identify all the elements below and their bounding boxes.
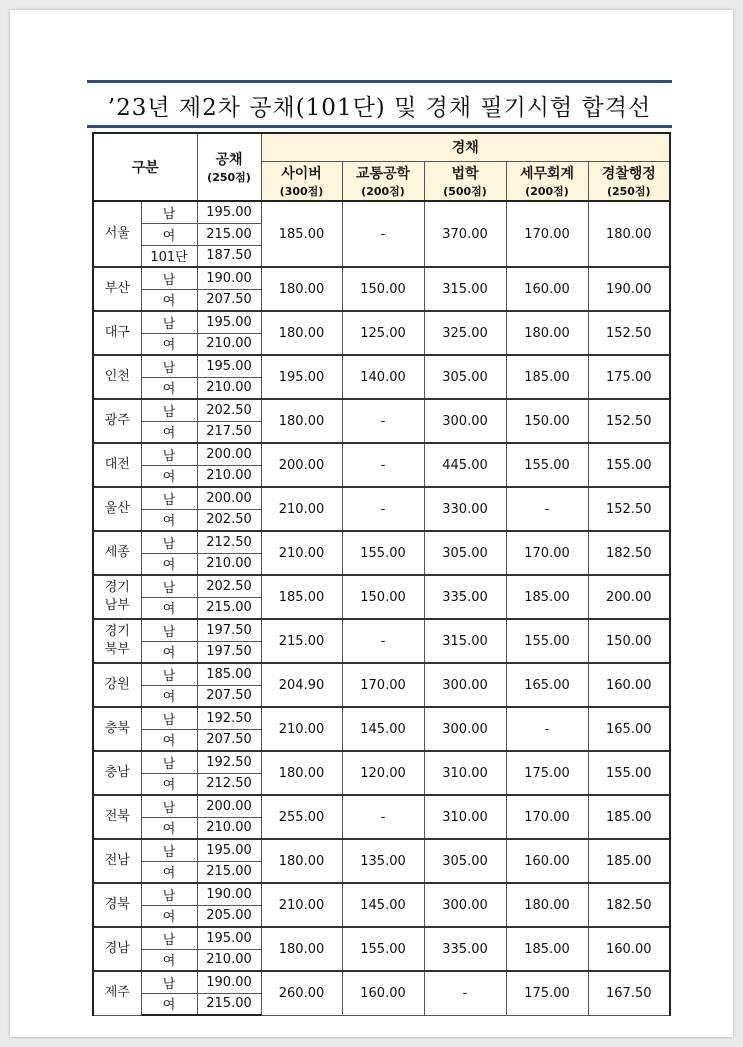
title-banner xyxy=(87,80,672,128)
gyeongchae-score-cell: 145.00 xyxy=(342,883,424,927)
table-row xyxy=(93,795,670,817)
table-row xyxy=(93,443,670,465)
region-label: 경기 xyxy=(104,580,130,595)
gongchae-score-cell: 215.00 xyxy=(197,597,261,619)
table-row xyxy=(93,751,670,773)
gender-cell: 여 xyxy=(141,465,197,487)
gyeongchae-score-cell: 180.00 xyxy=(261,839,342,883)
gyeongchae-score-cell: 215.00 xyxy=(261,619,342,663)
region-cell xyxy=(93,663,141,707)
gongchae-score-cell: 197.50 xyxy=(197,619,261,641)
gyeongchae-score-cell: 315.00 xyxy=(424,619,506,663)
gyeongchae-score-cell: 180.00 xyxy=(506,311,588,355)
gyeongchae-score-cell: 150.00 xyxy=(588,619,670,663)
gyeongchae-score-cell: 180.00 xyxy=(261,399,342,443)
gender-cell: 여 xyxy=(141,421,197,443)
header-column-2 xyxy=(424,161,506,201)
region-label: 충북 xyxy=(104,721,130,736)
region-cell xyxy=(93,619,141,663)
table-row xyxy=(93,311,670,333)
region-label: 대구 xyxy=(104,325,130,340)
gyeongchae-score-cell: 152.50 xyxy=(588,487,670,531)
gyeongchae-score-cell: 210.00 xyxy=(261,487,342,531)
gyeongchae-score-cell: 315.00 xyxy=(424,267,506,311)
gyeongchae-score-cell: 155.00 xyxy=(588,751,670,795)
gyeongchae-score-cell: 170.00 xyxy=(506,201,588,267)
header-gongchae-name: 공채 xyxy=(215,152,243,168)
gyeongchae-score-cell: 300.00 xyxy=(424,663,506,707)
gongchae-score-cell: 202.50 xyxy=(197,509,261,531)
gender-cell: 남 xyxy=(141,839,197,861)
table-row xyxy=(93,201,670,223)
gongchae-score-cell: 217.50 xyxy=(197,421,261,443)
gongchae-score-cell: 202.50 xyxy=(197,399,261,421)
gyeongchae-score-cell: 305.00 xyxy=(424,839,506,883)
gender-cell: 여 xyxy=(141,223,197,245)
gyeongchae-score-cell: - xyxy=(342,443,424,487)
gender-cell: 남 xyxy=(141,311,197,333)
gyeongchae-score-cell: 150.00 xyxy=(506,399,588,443)
gender-cell: 남 xyxy=(141,487,197,509)
gyeongchae-score-cell: 155.00 xyxy=(506,619,588,663)
gongchae-score-cell: 200.00 xyxy=(197,795,261,817)
gongchae-score-cell: 187.50 xyxy=(197,245,261,267)
header-column-4 xyxy=(588,161,670,201)
gyeongchae-score-cell: 185.00 xyxy=(506,355,588,399)
header-column-points: (200점) xyxy=(361,184,405,198)
gongchae-score-cell: 195.00 xyxy=(197,201,261,223)
gongchae-score-cell: 195.00 xyxy=(197,839,261,861)
gongchae-score-cell: 210.00 xyxy=(197,949,261,971)
region-cell xyxy=(93,443,141,487)
gyeongchae-score-cell: 165.00 xyxy=(588,707,670,751)
header-gongchae-points: (250점) xyxy=(207,171,251,184)
gongchae-score-cell: 190.00 xyxy=(197,883,261,905)
gyeongchae-score-cell: 155.00 xyxy=(588,443,670,487)
gyeongchae-score-cell: 175.00 xyxy=(588,355,670,399)
region-label: 경기 xyxy=(104,624,130,639)
gyeongchae-score-cell: 330.00 xyxy=(424,487,506,531)
region-cell xyxy=(93,575,141,619)
gyeongchae-score-cell: 155.00 xyxy=(342,531,424,575)
gyeongchae-score-cell: - xyxy=(342,795,424,839)
header-column-3 xyxy=(506,161,588,201)
gyeongchae-score-cell: 165.00 xyxy=(506,663,588,707)
gyeongchae-score-cell: 185.00 xyxy=(506,927,588,971)
gyeongchae-score-cell: 445.00 xyxy=(424,443,506,487)
gongchae-score-cell: 190.00 xyxy=(197,971,261,993)
gyeongchae-score-cell: 325.00 xyxy=(424,311,506,355)
gyeongchae-score-cell: - xyxy=(342,619,424,663)
header-gongchae xyxy=(197,133,261,201)
page-title: ’23년 제2차 공채(101단) 및 경채 필기시험 합격선 xyxy=(107,95,652,121)
gyeongchae-score-cell: 180.00 xyxy=(506,883,588,927)
region-label: 제주 xyxy=(104,985,130,1001)
region-label: 대전 xyxy=(104,457,130,472)
gyeongchae-score-cell: 150.00 xyxy=(342,267,424,311)
gongchae-score-cell: 195.00 xyxy=(197,355,261,377)
gyeongchae-score-cell: 204.90 xyxy=(261,663,342,707)
region-cell xyxy=(93,751,141,795)
gender-cell: 여 xyxy=(141,773,197,795)
gongchae-score-cell: 207.50 xyxy=(197,729,261,751)
gender-cell: 남 xyxy=(141,751,197,773)
gender-cell: 남 xyxy=(141,399,197,421)
gyeongchae-score-cell: 370.00 xyxy=(424,201,506,267)
header-column-name: 법학 xyxy=(451,165,479,182)
gender-cell: 남 xyxy=(141,663,197,685)
gongchae-score-cell: 195.00 xyxy=(197,927,261,949)
gongchae-score-cell: 215.00 xyxy=(197,223,261,245)
gongchae-score-cell: 192.50 xyxy=(197,751,261,773)
region-label: 전남 xyxy=(104,853,130,868)
gyeongchae-score-cell: 210.00 xyxy=(261,883,342,927)
gyeongchae-score-cell: 125.00 xyxy=(342,311,424,355)
gongchae-score-cell: 207.50 xyxy=(197,685,261,707)
gender-cell: 여 xyxy=(141,553,197,575)
gender-cell: 여 xyxy=(141,905,197,927)
header-column-name: 교통공학 xyxy=(355,165,411,182)
gyeongchae-score-cell: 135.00 xyxy=(342,839,424,883)
gyeongchae-score-cell: 255.00 xyxy=(261,795,342,839)
table-row xyxy=(93,399,670,421)
gyeongchae-score-cell: 195.00 xyxy=(261,355,342,399)
gyeongchae-score-cell: 160.00 xyxy=(588,927,670,971)
gender-cell: 남 xyxy=(141,707,197,729)
table-row xyxy=(93,487,670,509)
gyeongchae-score-cell: 175.00 xyxy=(506,751,588,795)
header-column-name: 사이버 xyxy=(281,165,322,182)
gyeongchae-score-cell: 210.00 xyxy=(261,531,342,575)
region-cell xyxy=(93,267,141,311)
header-category: 구분 xyxy=(93,133,197,201)
gyeongchae-score-cell: 300.00 xyxy=(424,399,506,443)
gender-cell: 여 xyxy=(141,509,197,531)
header-column-points: (200점) xyxy=(525,184,569,198)
region-cell xyxy=(93,399,141,443)
header-column-points: (500점) xyxy=(443,184,487,198)
gongchae-score-cell: 200.00 xyxy=(197,443,261,465)
gender-cell: 101단 xyxy=(141,245,197,267)
header-column-name: 세무회계 xyxy=(519,165,575,182)
region-cell xyxy=(93,531,141,575)
gongchae-score-cell: 185.00 xyxy=(197,663,261,685)
gender-cell: 남 xyxy=(141,883,197,905)
gender-cell: 남 xyxy=(141,531,197,553)
table-row xyxy=(93,883,670,905)
gongchae-score-cell: 210.00 xyxy=(197,333,261,355)
gyeongchae-score-cell: 170.00 xyxy=(342,663,424,707)
document-page xyxy=(10,10,733,1037)
table-row xyxy=(93,971,670,993)
gongchae-score-cell: 210.00 xyxy=(197,553,261,575)
region-label: 경남 xyxy=(104,941,130,956)
gongchae-score-cell: 202.50 xyxy=(197,575,261,597)
gyeongchae-score-cell: 170.00 xyxy=(506,531,588,575)
gyeongchae-score-cell: 335.00 xyxy=(424,927,506,971)
gongchae-score-cell: 205.00 xyxy=(197,905,261,927)
gender-cell: 남 xyxy=(141,443,197,465)
table-row xyxy=(93,355,670,377)
region-label: 서울 xyxy=(104,226,130,241)
region-label: 충남 xyxy=(104,765,130,780)
gongchae-score-cell: 212.50 xyxy=(197,531,261,553)
gongchae-score-cell: 215.00 xyxy=(197,861,261,883)
gyeongchae-score-cell: 180.00 xyxy=(261,751,342,795)
gyeongchae-score-cell: 152.50 xyxy=(588,311,670,355)
region-cell xyxy=(93,927,141,971)
region-cell xyxy=(93,355,141,399)
region-label: 강원 xyxy=(104,677,130,692)
gender-cell: 여 xyxy=(141,817,197,839)
table-row xyxy=(93,839,670,861)
gongchae-score-cell: 210.00 xyxy=(197,817,261,839)
gyeongchae-score-cell: 175.00 xyxy=(506,971,588,1015)
header-column-points: (300점) xyxy=(279,184,324,198)
table-row xyxy=(93,663,670,685)
gongchae-score-cell: 192.50 xyxy=(197,707,261,729)
gyeongchae-score-cell: - xyxy=(424,971,506,1015)
gongchae-score-cell: 207.50 xyxy=(197,289,261,311)
region-label: 부산 xyxy=(104,281,130,296)
gyeongchae-score-cell: 185.00 xyxy=(506,575,588,619)
gyeongchae-score-cell: 140.00 xyxy=(342,355,424,399)
gender-cell: 남 xyxy=(141,619,197,641)
cutoff-table xyxy=(92,132,671,1016)
gender-cell: 여 xyxy=(141,597,197,619)
gyeongchae-score-cell: 145.00 xyxy=(342,707,424,751)
region-cell xyxy=(93,883,141,927)
gyeongchae-score-cell: 160.00 xyxy=(342,971,424,1015)
region-label: 전북 xyxy=(104,809,130,824)
gyeongchae-score-cell: 182.50 xyxy=(588,531,670,575)
region-cell xyxy=(93,795,141,839)
gyeongchae-score-cell: 190.00 xyxy=(588,267,670,311)
gender-cell: 여 xyxy=(141,993,197,1015)
gyeongchae-score-cell: 200.00 xyxy=(261,443,342,487)
gyeongchae-score-cell: 305.00 xyxy=(424,531,506,575)
gyeongchae-score-cell: 185.00 xyxy=(261,201,342,267)
header-column-0 xyxy=(261,161,342,201)
gyeongchae-score-cell: - xyxy=(342,399,424,443)
gender-cell: 남 xyxy=(141,971,197,993)
region-cell xyxy=(93,311,141,355)
gongchae-score-cell: 215.00 xyxy=(197,993,261,1015)
region-label: 경북 xyxy=(104,897,130,912)
gyeongchae-score-cell: - xyxy=(506,707,588,751)
gyeongchae-score-cell: 182.50 xyxy=(588,883,670,927)
gyeongchae-score-cell: - xyxy=(506,487,588,531)
gender-cell: 남 xyxy=(141,575,197,597)
gongchae-score-cell: 210.00 xyxy=(197,377,261,399)
gender-cell: 여 xyxy=(141,333,197,355)
gender-cell: 여 xyxy=(141,289,197,311)
region-label: 인천 xyxy=(104,369,130,384)
gyeongchae-score-cell: 160.00 xyxy=(588,663,670,707)
table-row xyxy=(93,575,670,597)
gyeongchae-score-cell: 300.00 xyxy=(424,883,506,927)
gender-cell: 여 xyxy=(141,949,197,971)
table-row xyxy=(93,531,670,553)
gongchae-score-cell: 210.00 xyxy=(197,465,261,487)
header-column-points: (250점) xyxy=(606,184,651,198)
gyeongchae-score-cell: 335.00 xyxy=(424,575,506,619)
gongchae-score-cell: 190.00 xyxy=(197,267,261,289)
gyeongchae-score-cell: 305.00 xyxy=(424,355,506,399)
gyeongchae-score-cell: 185.00 xyxy=(261,575,342,619)
gyeongchae-score-cell: 120.00 xyxy=(342,751,424,795)
gyeongchae-score-cell: 260.00 xyxy=(261,971,342,1015)
gyeongchae-score-cell: 155.00 xyxy=(506,443,588,487)
gyeongchae-score-cell: 185.00 xyxy=(588,839,670,883)
header-column-name: 경찰행정 xyxy=(601,165,656,182)
gongchae-score-cell: 200.00 xyxy=(197,487,261,509)
gyeongchae-score-cell: 210.00 xyxy=(261,707,342,751)
region-label: 광주 xyxy=(104,413,130,428)
gyeongchae-score-cell: 170.00 xyxy=(506,795,588,839)
gender-cell: 남 xyxy=(141,795,197,817)
gender-cell: 남 xyxy=(141,201,197,223)
gyeongchae-score-cell: 300.00 xyxy=(424,707,506,751)
gongchae-score-cell: 197.50 xyxy=(197,641,261,663)
table-row xyxy=(93,707,670,729)
region-cell xyxy=(93,487,141,531)
table-row xyxy=(93,267,670,289)
gender-cell: 남 xyxy=(141,927,197,949)
region-cell xyxy=(93,201,141,267)
gender-cell: 여 xyxy=(141,377,197,399)
gongchae-score-cell: 195.00 xyxy=(197,311,261,333)
gongchae-score-cell: 212.50 xyxy=(197,773,261,795)
gender-cell: 여 xyxy=(141,861,197,883)
table-row xyxy=(93,619,670,641)
gyeongchae-score-cell: 200.00 xyxy=(588,575,670,619)
gyeongchae-score-cell: 180.00 xyxy=(588,201,670,267)
gender-cell: 남 xyxy=(141,355,197,377)
gyeongchae-score-cell: 180.00 xyxy=(261,311,342,355)
gender-cell: 여 xyxy=(141,641,197,663)
gender-cell: 여 xyxy=(141,685,197,707)
gyeongchae-score-cell: 185.00 xyxy=(588,795,670,839)
gender-cell: 여 xyxy=(141,729,197,751)
gyeongchae-score-cell: 150.00 xyxy=(342,575,424,619)
gyeongchae-score-cell: 180.00 xyxy=(261,927,342,971)
header-column-1 xyxy=(342,161,424,201)
region-label: 북부 xyxy=(104,642,130,657)
gyeongchae-score-cell: 167.50 xyxy=(588,971,670,1015)
region-cell xyxy=(93,707,141,751)
gyeongchae-score-cell: - xyxy=(342,487,424,531)
gender-cell: 남 xyxy=(141,267,197,289)
gyeongchae-score-cell: 180.00 xyxy=(261,267,342,311)
gyeongchae-score-cell: 160.00 xyxy=(506,267,588,311)
region-label: 남부 xyxy=(104,598,130,613)
gyeongchae-score-cell: - xyxy=(342,201,424,267)
gyeongchae-score-cell: 160.00 xyxy=(506,839,588,883)
region-cell xyxy=(93,971,141,1015)
region-label: 세종 xyxy=(104,545,130,560)
gyeongchae-score-cell: 310.00 xyxy=(424,795,506,839)
header-gyeongchae: 경채 xyxy=(261,133,670,161)
gyeongchae-score-cell: 152.50 xyxy=(588,399,670,443)
gyeongchae-score-cell: 155.00 xyxy=(342,927,424,971)
region-label: 울산 xyxy=(104,501,130,516)
region-cell xyxy=(93,839,141,883)
table-row xyxy=(93,927,670,949)
gyeongchae-score-cell: 310.00 xyxy=(424,751,506,795)
